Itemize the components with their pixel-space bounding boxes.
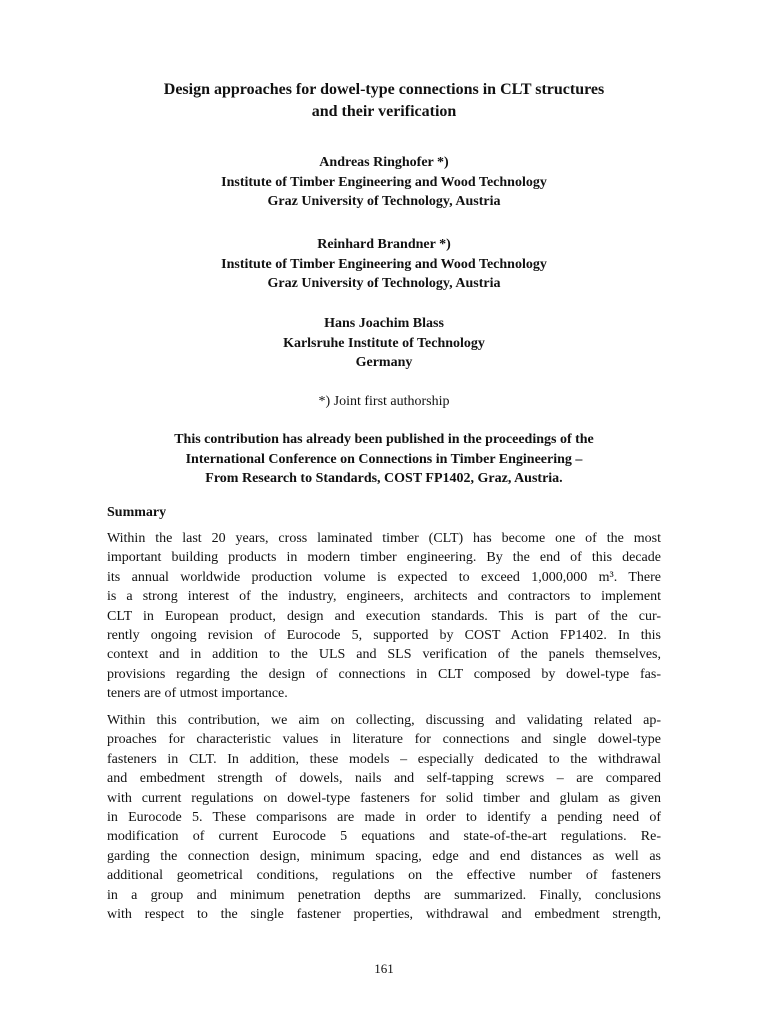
- paragraph-line: rently ongoing revision of Eurocode 5, supported by COST Action FP1402. In this: [107, 628, 661, 644]
- joint-authorship-note: *) Joint first authorship: [318, 394, 450, 409]
- paragraph-line: its annual worldwide production volume is expected to exceed 1,000,000 m³. There: [107, 569, 661, 585]
- paragraph-line: with respect to the single fastener properties, withdrawal and embedment strength,: [107, 907, 661, 923]
- author-location: Graz University of Technology, Austria: [267, 194, 501, 209]
- paragraph-line: in a group and minimum penetration depths are summarized. Finally, conclusions: [107, 887, 661, 903]
- author-block-2: [100, 235, 668, 294]
- author-affiliation: Karlsruhe Institute of Technology: [283, 335, 485, 351]
- paragraph-line: proaches for characteristic values in literature for connections and single dowel-type: [107, 732, 661, 748]
- publication-note-line-3: From Research to Standards, COST FP1402, Graz, Austria.: [205, 471, 563, 486]
- author-name: Hans Joachim Blass: [324, 316, 444, 331]
- paragraph-line: Within this contribution, we aim on collecting, discussing and validating related ap-: [107, 713, 661, 728]
- paragraph-line: and embedment strength of dowels, nails and self-tapping screws – are compared: [107, 771, 661, 787]
- author-name: Andreas Ringhofer *): [319, 155, 449, 170]
- publication-note-line-2: International Conference on Connections in Timber Engineering –: [185, 451, 583, 467]
- author-affiliation: Institute of Timber Engineering and Wood Technology: [221, 256, 547, 272]
- publication-note: [100, 430, 668, 489]
- author-affiliation: Institute of Timber Engineering and Wood Technology: [221, 174, 547, 190]
- paragraph-line: fasteners in CLT. In addition, these models – especially dedicated to the withdrawal: [107, 751, 661, 767]
- paragraph-line: with current regulations on dowel-type fasteners for solid timber and glulam as given: [107, 790, 661, 806]
- author-block-3: [100, 314, 668, 373]
- paragraph-line: garding the connection design, minimum spacing, edge and end distances as well as: [107, 848, 661, 864]
- author-location: Graz University of Technology, Austria: [267, 276, 501, 291]
- paper-title: [100, 79, 668, 123]
- paragraph-line: Within the last 20 years, cross laminated timber (CLT) has become one of the most: [107, 531, 661, 546]
- page-number: 161: [374, 961, 394, 976]
- paragraph-line: in Eurocode 5. These comparisons are made in order to identify a pending need of: [107, 810, 661, 826]
- paragraph-line: additional geometrical conditions, regulations on the effective number of fasteners: [107, 868, 661, 884]
- paragraph-line: important building products in modern timber engineering. By the end of this decade: [107, 550, 661, 566]
- title-line-2: and their verification: [311, 103, 457, 120]
- summary-paragraph-1: [107, 529, 661, 704]
- publication-note-line-1: This contribution has already been published in the proceedings of the: [174, 432, 594, 447]
- paragraph-line: provisions regarding the design of connections in CLT composed by dowel-type fas-: [107, 666, 661, 682]
- author-location: Germany: [355, 355, 413, 370]
- paragraph-line: modification of current Eurocode 5 equations and state-of-the-art regulations. Re-: [107, 829, 661, 845]
- summary-paragraph-2: [107, 711, 661, 924]
- paragraph-line: CLT in European product, design and execution standards. This is part of the cur-: [107, 608, 661, 624]
- author-block-1: [100, 153, 668, 212]
- summary-heading: Summary: [107, 505, 167, 520]
- paragraph-line: is a strong interest of the industry, engineers, architects and contractors to implement: [107, 589, 661, 605]
- author-name: Reinhard Brandner *): [317, 237, 451, 252]
- title-line-1: Design approaches for dowel-type connections in CLT structures: [163, 81, 605, 98]
- paragraph-line: context and in addition to the ULS and SLS verification of the panels themselves,: [107, 647, 661, 663]
- paragraph-line: teners are of utmost importance.: [107, 686, 288, 702]
